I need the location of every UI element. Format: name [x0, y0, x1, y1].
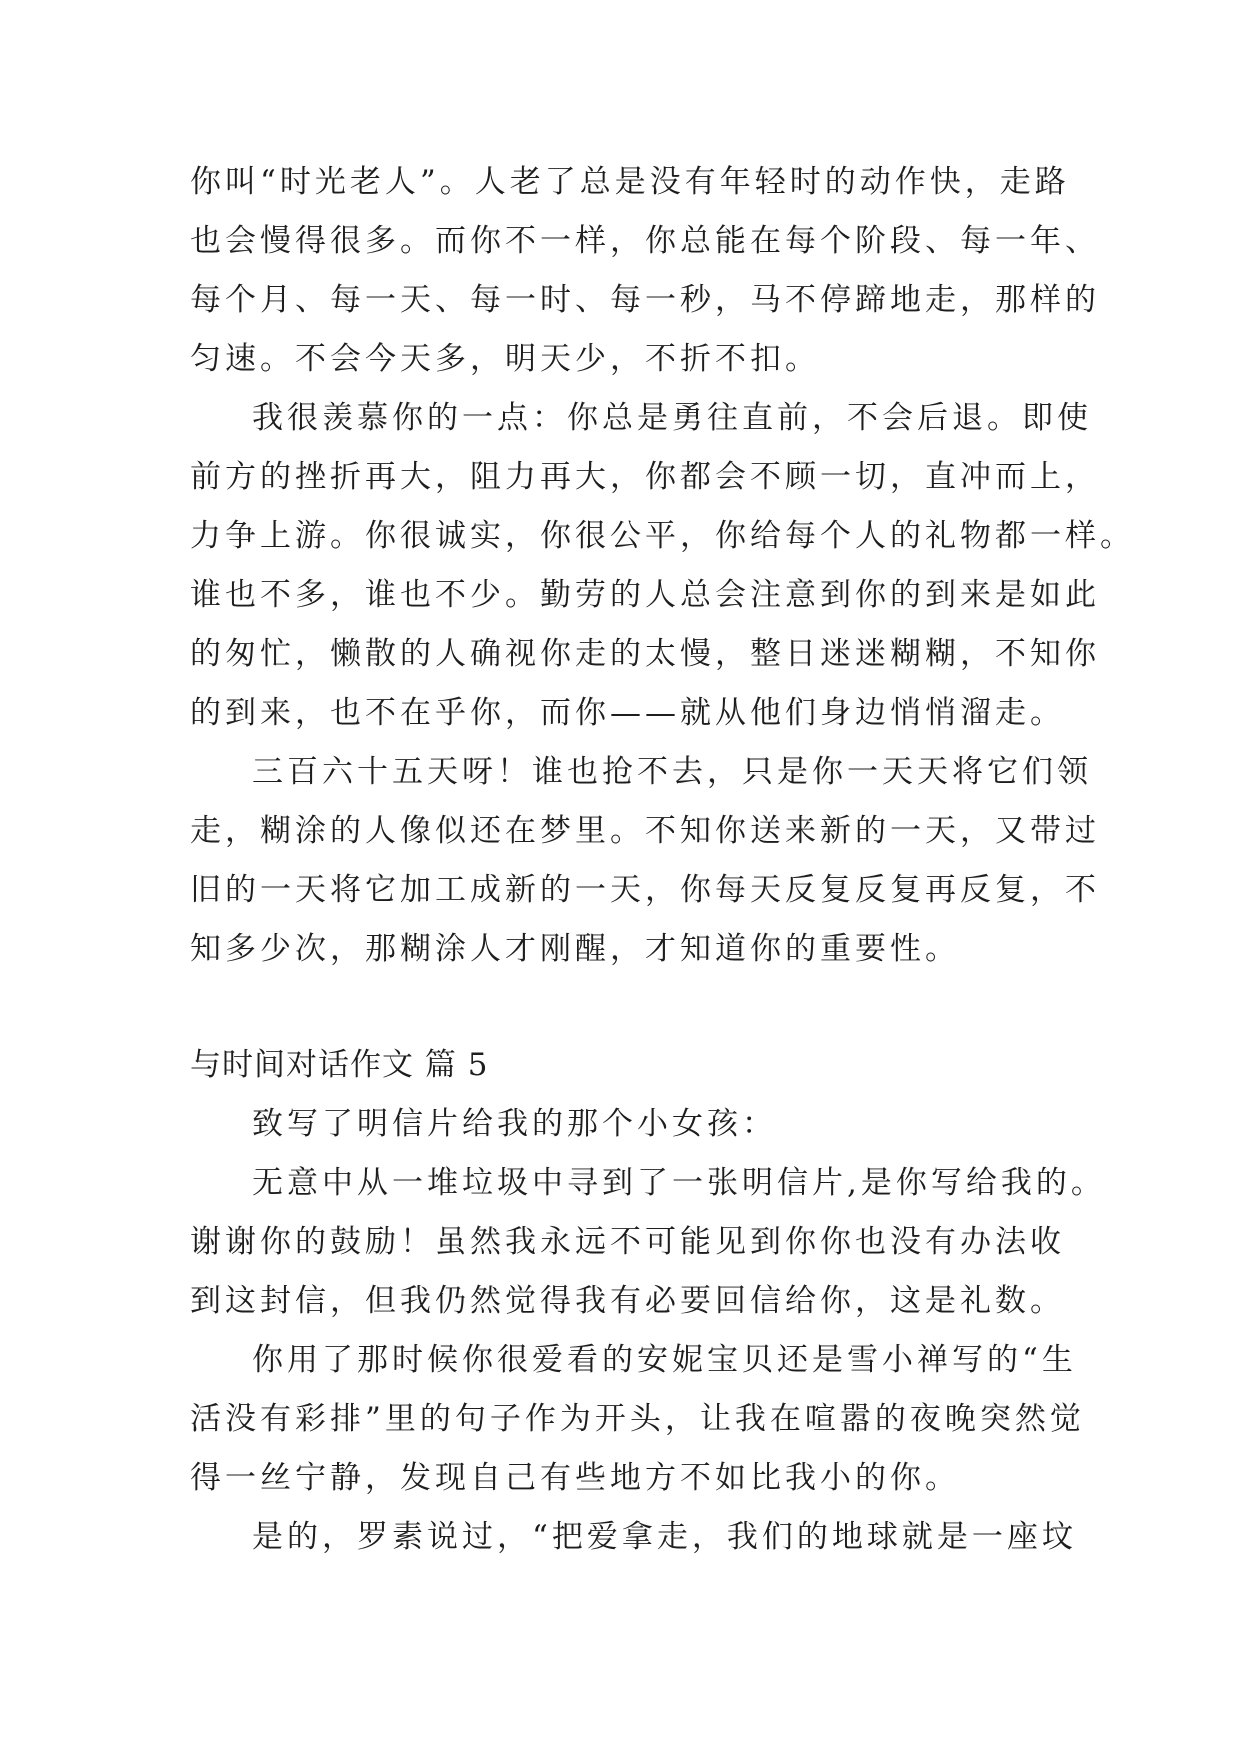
text-line: 的到来，也不在乎你，而你——就从他们身边悄悄溜走。 — [190, 695, 1065, 731]
text-line: 谢谢你的鼓励！虽然我永远不可能见到你你也没有办法收 — [190, 1224, 1065, 1260]
text-line: 谁也不多，谁也不少。勤劳的人总会注意到你的到来是如此 — [190, 577, 1100, 613]
paragraph-first-line: 你用了那时候你很爱看的安妮宝贝还是雪小禅写的“生 — [252, 1342, 1077, 1378]
text-line: 也会慢得很多。而你不一样，你总能在每个阶段、每一年、 — [190, 223, 1100, 259]
text-line: 走，糊涂的人像似还在梦里。不知你送来新的一天，又带过 — [190, 813, 1100, 849]
text-line: 匀速。不会今天多，明天少，不折不扣。 — [190, 341, 820, 377]
text-line: 到这封信，但我仍然觉得我有必要回信给你，这是礼数。 — [190, 1283, 1065, 1319]
section-heading: 与时间对话作文 篇 5 — [190, 1047, 489, 1083]
paragraph-first-line: 三百六十五天呀！谁也抢不去，只是你一天天将它们领 — [252, 754, 1092, 790]
text-line: 知多少次，那糊涂人才刚醒，才知道你的重要性。 — [190, 931, 960, 967]
paragraph-first-line: 无意中从一堆垃圾中寻到了一张明信片,是你写给我的。 — [252, 1165, 1106, 1201]
salutation-line: 致写了明信片给我的那个小女孩： — [252, 1106, 777, 1142]
text-line: 旧的一天将它加工成新的一天，你每天反复反复再反复，不 — [190, 872, 1100, 908]
text-line: 力争上游。你很诚实，你很公平，你给每个人的礼物都一样。 — [190, 518, 1135, 554]
paragraph-first-line: 我很羡慕你的一点：你总是勇往直前，不会后退。即使 — [252, 400, 1092, 436]
text-line: 的匆忙，懒散的人确视你走的太慢，整日迷迷糊糊，不知你 — [190, 636, 1100, 672]
text-line: 你叫“时光老人”。人老了总是没有年轻时的动作快，走路 — [190, 164, 1070, 200]
text-line: 每个月、每一天、每一时、每一秒，马不停蹄地走，那样的 — [190, 282, 1100, 318]
paragraph-first-line: 是的，罗素说过，“把爱拿走，我们的地球就是一座坟 — [252, 1519, 1077, 1555]
text-line: 得一丝宁静，发现自己有些地方不如比我小的你。 — [190, 1460, 960, 1496]
text-line: 前方的挫折再大，阻力再大，你都会不顾一切，直冲而上， — [190, 459, 1100, 495]
text-line: 活没有彩排”里的句子作为开头，让我在喧嚣的夜晚突然觉 — [190, 1401, 1085, 1437]
